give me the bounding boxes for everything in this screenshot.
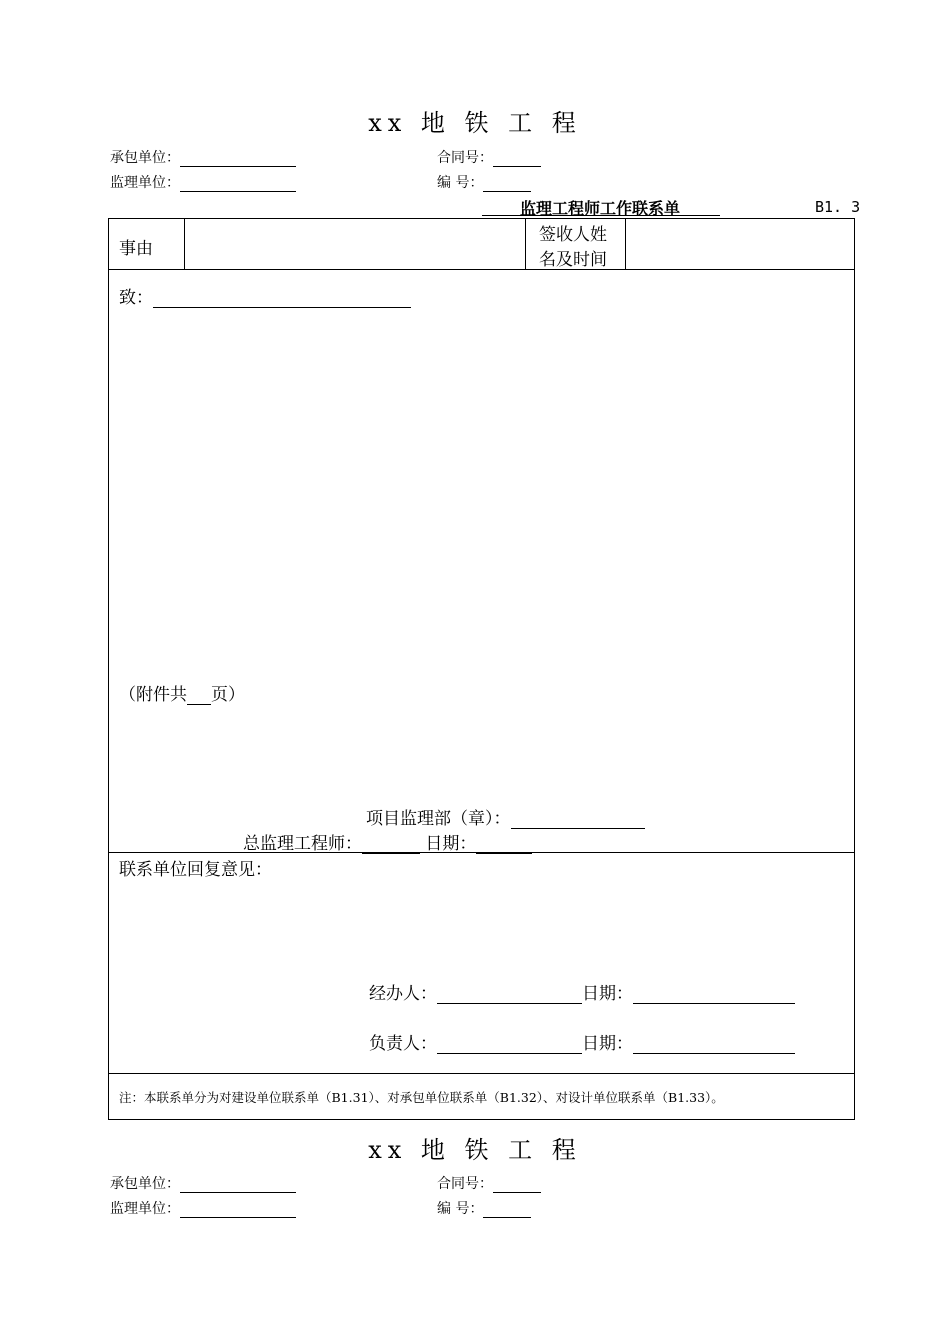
contract-no-field [437,147,541,167]
contract-no-input-line[interactable] [493,151,541,167]
table-divider [525,218,526,270]
table-divider [108,1073,855,1074]
contractor-input-line-2[interactable] [180,1177,296,1193]
serial-no-field [437,172,531,192]
chief-engineer-label: 总监理工程师： [243,834,362,854]
dept-seal-label: 项目监理部（章）： [366,809,511,829]
page-title: xx 地 铁 工 程 [368,109,582,137]
supervisor-label-2: 监理单位： [110,1201,180,1217]
contract-no-label: 合同号： [437,150,493,166]
to-input-line[interactable] [153,290,411,308]
supervisor-input-line-2[interactable] [180,1202,296,1218]
attachment-note [119,680,245,705]
receiver-input[interactable] [627,220,853,268]
contractor-input-line[interactable] [180,151,296,167]
table-divider [184,218,185,270]
serial-no-input-line-2[interactable] [483,1202,531,1218]
table-divider [625,218,626,270]
contract-no-field-2 [437,1173,541,1193]
chief-engineer-field [243,829,532,854]
receiver-label-line2: 名及时间 [539,250,607,270]
matter-label: 事由 [119,239,153,259]
handler-date-label: 日期： [582,984,633,1004]
form-code: B1. 3 [815,198,861,216]
table-divider [108,269,855,270]
contractor-field [110,147,296,167]
footnote: 注：本联系单分为对建设单位联系单（B1.31）、对承包单位联系单（B1.32）、对设计单位联系单（B1.33）。 [119,1090,724,1105]
responsible-date-label: 日期： [582,1034,633,1054]
responsible-label: 负责人： [369,1034,437,1054]
responsible-input-line[interactable] [437,1036,582,1054]
supervisor-field-2 [110,1198,296,1218]
contractor-label: 承包单位： [110,150,180,166]
dept-seal-field [366,804,645,829]
contract-no-input-line-2[interactable] [493,1177,541,1193]
attachment-text-after: 页） [211,685,245,705]
chief-engineer-input-line[interactable] [362,836,420,854]
contractor-field-2 [110,1173,296,1193]
supervisor-input-line[interactable] [180,176,296,192]
attachment-text-before: （附件共 [119,685,187,705]
supervisor-field [110,172,296,192]
to-label: 致： [119,288,153,308]
page-title-2: xx 地 铁 工 程 [368,1136,582,1164]
supervisor-label: 监理单位： [110,175,180,191]
responsible-date-input-line[interactable] [633,1036,795,1054]
chief-engineer-date-label: 日期： [425,834,477,854]
serial-no-field-2 [437,1198,531,1218]
to-field [119,283,411,308]
form-title: 监理工程师工作联系单 [520,199,681,218]
handler-label: 经办人： [369,984,437,1004]
matter-input[interactable] [186,220,524,268]
handler-field [369,979,795,1004]
serial-no-input-line[interactable] [483,176,531,192]
serial-no-label: 编 号： [437,175,484,191]
reply-label: 联系单位回复意见： [119,860,272,880]
serial-no-label-2: 编 号： [437,1201,484,1217]
receiver-label-line1: 签收人姓 [539,225,607,245]
contractor-label-2: 承包单位： [110,1176,180,1192]
handler-input-line[interactable] [437,986,582,1004]
attachment-pages-input[interactable] [187,687,211,705]
chief-engineer-date-input-line[interactable] [476,836,532,854]
dept-seal-input-line[interactable] [511,811,645,829]
responsible-field [369,1029,795,1054]
handler-date-input-line[interactable] [633,986,795,1004]
contract-no-label-2: 合同号： [437,1176,493,1192]
